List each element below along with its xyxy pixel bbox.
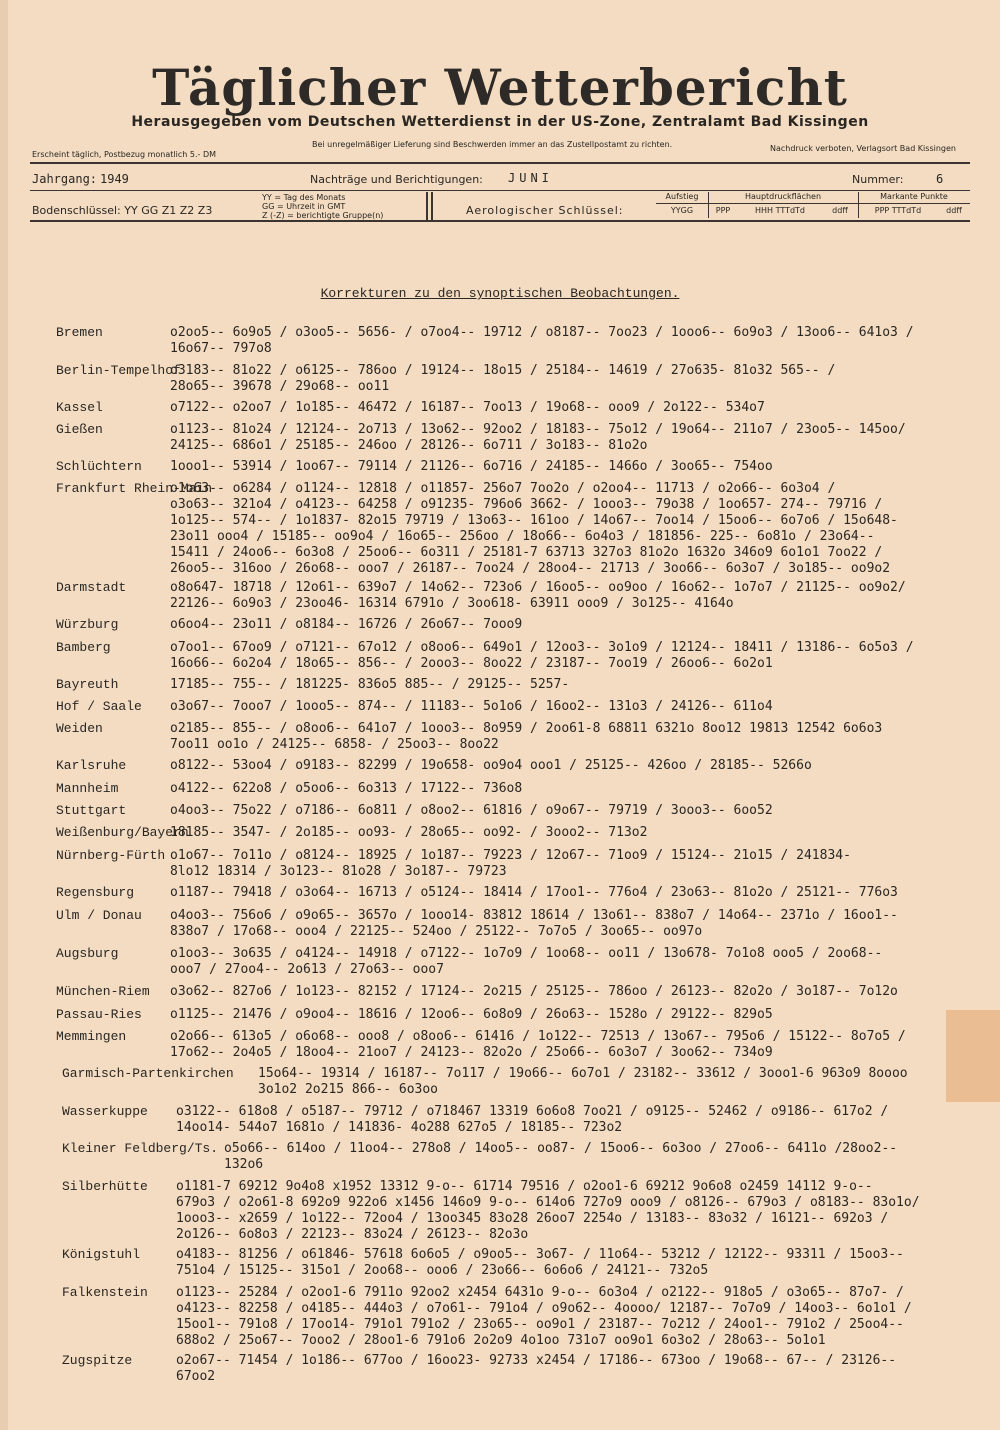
jahrgang-label: Jahrgang: [32, 172, 98, 186]
observation-text: o2o66-- 613o5 / o6o68-- ooo8 / o8oo6-- 61416 / 1o122-- 72513 / 13o67-- 795o6 / 15122-- 8o7o5 / 17o62-- 2o4o5 / 18oo4-- 21oo7 / 24123-- 82o2o / 25o66-- 6o3o7 / 3oo62-- 734o9 [170, 1029, 906, 1060]
nummer-value: 6 [936, 172, 944, 186]
observation-text: 15o64-- 19314 / 16187-- 7o117 / 19o66-- 6o7o1 / 23182-- 33612 / 3ooo1-6 963o9 8oooo 3o1o2 2o215 866-- 6o3oo [258, 1066, 908, 1097]
station-name: Mannheim [56, 781, 119, 796]
aero-cell: ddff [946, 206, 962, 215]
observation-text: o3122-- 618o8 / o5187-- 79712 / o718467 13319 6o6o8 7oo21 / o9125-- 52462 / o9186-- 617o2 / 14oo14- 544o7 1681o / 141836- 4o288 627o5 / 18185-- 723o2 [176, 1104, 889, 1135]
station-name: Garmisch-Partenkirchen [62, 1066, 234, 1081]
jahrgang-value: 1949 [100, 172, 129, 186]
station-name: Schlüchtern [56, 459, 142, 474]
page-title: Täglicher Wetterbericht [152, 58, 848, 117]
observation-text: o4oo3-- 75o22 / o7186-- 6o811 / o8oo2-- 61816 / o9o67-- 79719 / 3ooo3-- 6oo52 [170, 803, 773, 818]
station-name: Ulm / Donau [56, 908, 142, 923]
aero-header-markante: Markante Punkte [880, 192, 948, 201]
station-name: Regensburg [56, 885, 135, 900]
observation-text: o1oo3-- 3o635 / o4124-- 14918 / o7122-- 1o7o9 / 1oo68-- oo11 / 13o678- 7o1o8 ooo5 / 2oo68-- ooo7 / 27oo4-- 2o613 / 27o63-- ooo7 [170, 946, 883, 977]
observation-text: 18185-- 3547- / 2o185-- oo93- / 28o65-- oo92- / 3ooo2-- 713o2 [170, 825, 648, 840]
aero-cell: PPP [715, 206, 731, 215]
legend-line: GG = Uhrzeit in GMT [262, 202, 346, 211]
header-rule-mid [30, 190, 970, 191]
page-subtitle: Herausgegeben vom Deutschen Wetterdienst in der US-Zone, Zentralamt Bad Kissingen [131, 114, 869, 130]
station-name: Karlsruhe [56, 758, 127, 773]
observation-text: o4oo3-- 756o6 / o9o65-- 3657o / 1ooo14- 83812 18614 / 13o61-- 838o7 / 14o64-- 2371o / 16oo1-- 838o7 / 17o68-- ooo4 / 22125-- 524oo / 25122-- 7o7o5 / 3oo65-- oo97o [170, 908, 898, 939]
station-name: Kassel [56, 400, 103, 415]
observation-text: o1o67-- 7o11o / o8124-- 18925 / 1o187-- 79223 / 12o67-- 71oo9 / 15124-- 21o15 / 241834- 8lo12 18314 / 3o123-- 81o28 / 3o187-- 79723 [170, 848, 851, 879]
observation-text: o1125-- 21476 / o9oo4-- 18616 / 12oo6-- 6o8o9 / 26o63-- 1528o / 29122-- 829o5 [170, 1007, 773, 1022]
observation-text: o1123-- 81o24 / 12124-- 2o713 / 13o62-- 92oo2 / 18183-- 75o12 / 19o64-- 211o7 / 23oo5-- 145oo/ 24125-- 686o1 / 25185-- 246oo / 28126-- 6o711 / 3o183-- 81o2o [170, 422, 906, 453]
observation-text: o1123-- 25284 / o2oo1-6 7911o 92oo2 x2454 6431o 9-o-- 6o3o4 / o2122-- 918o5 / o3o65-- 87o7- / o4123-- 82258 / o4185-- 444o3 / o7o61-- 791o4 / o9o62-- 4oooo/ 12187-- 7o7o9 / 14oo3-- 6o1o1 / 15oo1-- 791o8 / 17oo14- 791o1 791o2 / 23o65-- oo9o1 / 23187-- 7o212 / 24oo1-- 791o2 / 25oo4-- 688o2 / 25o67-- 7ooo2 / 28oo1-6 791o6 2o2o9 4o1oo 731o7 oo9o1 6o3o2 / 28o63-- 5o1o1 [176, 1285, 912, 1348]
aero-cell: YYGG [670, 206, 694, 215]
aero-cell: HHH TTTdTd [754, 206, 805, 215]
legend-line: Z (-Z) = berichtigte Gruppe(n) [262, 211, 384, 220]
station-name: Passau-Ries [56, 1007, 142, 1022]
header-rule-bottom [30, 220, 970, 222]
station-name: Silberhütte [62, 1179, 148, 1194]
station-name: Stuttgart [56, 803, 127, 818]
station-name: Weißenburg/Bayern [56, 825, 189, 840]
aero-key-table [656, 192, 970, 220]
station-name: Weiden [56, 721, 103, 736]
paper-stain [946, 1010, 1000, 1102]
observation-text: o3o62-- 827o6 / 1o123-- 82152 / 17124-- 2o215 / 25125-- 786oo / 26123-- 82o2o / 3o187-- 7o12o [170, 984, 898, 999]
observation-text: o2o67-- 71454 / 1o186-- 677oo / 16oo23- 92733 x2454 / 17186-- 673oo / 19o68-- 67-- / 23126-- 67oo2 [176, 1353, 897, 1384]
aero-key-label: Aerologischer Schlüssel: [466, 204, 624, 217]
observation-text: o3183-- 81o22 / o6125-- 786oo / 19124-- 18o15 / 25184-- 14619 / 27o635- 81o32 565-- / 28o65-- 39678 / 29o68-- oo11 [170, 363, 836, 394]
legend-line: YY = Tag des Monats [262, 193, 346, 202]
station-name: Augsburg [56, 946, 119, 961]
station-name: Wasserkuppe [62, 1104, 148, 1119]
observation-text: 17185-- 755-- / 181225- 836o5 885-- / 29125-- 5257- [170, 677, 570, 692]
month-value: JUNI [508, 171, 553, 185]
station-name: Königstuhl [62, 1247, 141, 1262]
station-name: Nürnberg-Fürth [56, 848, 166, 863]
station-name: Hof / Saale [56, 699, 142, 714]
station-name: Gießen [56, 422, 103, 437]
nummer-label: Nummer: [852, 173, 904, 186]
header-rule-top [30, 162, 970, 164]
notice-left: Erscheint täglich, Postbezug monatlich 5.- DM [32, 150, 216, 159]
observation-text: o8122-- 53oo4 / o9183-- 82299 / 19o658- oo9o4 ooo1 / 25125-- 426oo / 28185-- 5266o [170, 758, 812, 773]
observation-text: o6oo4-- 23o11 / o8184-- 16726 / 26o67-- 7ooo9 [170, 617, 523, 632]
observation-text: o1181-7 69212 9o4o8 x1952 13312 9-o-- 61714 79516 / o2oo1-6 69212 9o6o8 o2459 14112 9-o-- 679o3 / o2o61-8 692o9 922o6 x1456 146o9 9-o-- 614o6 727o9 ooo9 / o8126-- 679o3 / o8183-- 83o1o/ 1ooo3-- x2659 / 1o122-- 72oo4 / 13oo345 83o28 26oo7 2254o / 13183-- 83o32 / 16121-- 692o3 / 2o126-- 6o8o3 / 22123-- 83o24 / 26123-- 82o3o [176, 1179, 920, 1242]
station-name: Memmingen [56, 1029, 127, 1044]
station-name: Bayreuth [56, 677, 119, 692]
station-name: Frankfurt Rhein-Main [56, 481, 213, 496]
observation-text: o8o647- 18718 / 12o61-- 639o7 / 14o62-- 723o6 / 16oo5-- oo9oo / 16o62-- 1o7o7 / 21125-- oo9o2/ 22126-- 6o9o3 / 23oo46- 16314 6791o / 3oo618- 63911 ooo9 / 3o125-- 4164o [170, 580, 906, 611]
observation-text: o7oo1-- 67oo9 / o7121-- 67o12 / o8oo6-- 649o1 / 12oo3-- 3o1o9 / 12124-- 18411 / 13186-- 6o5o3 / 16o66-- 6o2o4 / 18o65-- 856-- / 2ooo3-- 8oo22 / 23187-- 7oo19 / 26oo6-- 6o2o1 [170, 640, 914, 671]
aero-header-aufstieg: Aufstieg [665, 192, 699, 201]
section-heading: Korrekturen zu den synoptischen Beobachtungen. [320, 286, 680, 301]
station-name: Kleiner Feldberg/Ts. [62, 1141, 219, 1156]
observation-text: o2185-- 855-- / o8oo6-- 641o7 / 1ooo3-- 8o959 / 2oo61-8 68811 6321o 8oo12 19813 12542 6o6o3 7oo11 oo1o / 24125-- 6858- / 25oo3-- 8oo22 [170, 721, 883, 752]
observation-text: o7122-- o2oo7 / 1o185-- 46472 / 16187-- 7oo13 / 19o68-- ooo9 / 2o122-- 534o7 [170, 400, 765, 415]
observation-text: 1ooo1-- 53914 / 1oo67-- 79114 / 21126-- 6o716 / 24185-- 1466o / 3oo65-- 754oo [170, 459, 773, 474]
observation-text: o2oo5-- 6o9o5 / o3oo5-- 5656- / o7oo4-- 19712 / o8187-- 7oo23 / 1ooo6-- 6o9o3 / 13oo6-- 641o3 / 16o67-- 797o8 [170, 325, 914, 356]
station-name: München-Riem [56, 984, 150, 999]
aero-header-hauptdruck: Hauptdruckflächen [744, 192, 822, 201]
observation-text: o3o67-- 7ooo7 / 1ooo5-- 874-- / 11183-- 5o1o6 / 16oo2-- 131o3 / 24126-- 611o4 [170, 699, 773, 714]
notice-center: Bei unregelmäßiger Lieferung sind Beschwerden immer an das Zustellpostamt zu richten. [312, 140, 673, 149]
boden-legend [262, 193, 383, 220]
station-name: Berlin-Tempelhof [56, 363, 181, 378]
aero-cell: ddff [832, 206, 848, 215]
station-name: Würzburg [56, 617, 119, 632]
station-name: Falkenstein [62, 1285, 148, 1300]
notice-right: Nachdruck verboten, Verlagsort Bad Kissingen [770, 144, 956, 153]
observation-text: o1o63-- o6284 / o1124-- 12818 / o11857- 256o7 7oo2o / o2oo4-- 11713 / o2o66-- 6o3o4 / o3o63-- 321o4 / o4123-- 64258 / o91235- 796o6 3662- / 1ooo3-- 79o38 / 1oo657- 274-- 79716 / 1o125-- 574-- / 1o1837- 82o15 79719 / 13o63-- 161oo / 14o67-- 7oo14 / 15oo6-- 6o7o6 / 15o648- 23o11 ooo4 / 15185-- oo9o4 / 16o65-- 256oo / 18o66-- 6o4o3 / 181856- 225-- 6o81o / 23o64-- 15411 / 24oo6-- 6o3o8 / 25oo6-- 6o311 / 25181-7 63713 327o3 81o2o 1632o 346o9 6o1o1 7oo22 / 26oo5-- 316oo / 26o68-- ooo7 / 26187-- 7oo24 / 28oo4-- 21713 / 3oo66-- 6o3o7 / 3o185-- oo9o2 [170, 481, 898, 576]
station-name: Bremen [56, 325, 103, 340]
observation-text: o1187-- 79418 / o3o64-- 16713 / o5124-- 18414 / 17oo1-- 776o4 / 23o63-- 81o2o / 25121-- 776o3 [170, 885, 898, 900]
observation-text: o4183-- 81256 / o61846- 57618 6o6o5 / o9oo5-- 3o67- / 11o64-- 53212 / 12122-- 93311 / 15oo3-- 751o4 / 15125-- 315o1 / 2oo68-- ooo6 / 23o66-- 6o6o6 / 24121-- 732o5 [176, 1247, 904, 1278]
paper-edge [0, 0, 8, 1430]
aero-cell: PPP TTTdTd [874, 206, 922, 215]
observation-text: o4122-- 622o8 / o5oo6-- 6o313 / 17122-- 736o8 [170, 781, 523, 796]
station-name: Darmstadt [56, 580, 127, 595]
key-divider-left [426, 192, 428, 220]
key-divider-right [431, 192, 433, 220]
observation-text: o5o66-- 614oo / 11oo4-- 278o8 / 14oo5-- oo87- / 15oo6-- 6o3oo / 27oo6-- 6411o /28oo2-- 132o6 [224, 1141, 898, 1172]
nachtraege-label: Nachträge und Berichtigungen: [310, 173, 483, 186]
boden-key-label: Bodenschlüssel: YY GG Z1 Z2 Z3 [32, 204, 213, 217]
station-name: Zugspitze [62, 1353, 133, 1368]
station-name: Bamberg [56, 640, 111, 655]
